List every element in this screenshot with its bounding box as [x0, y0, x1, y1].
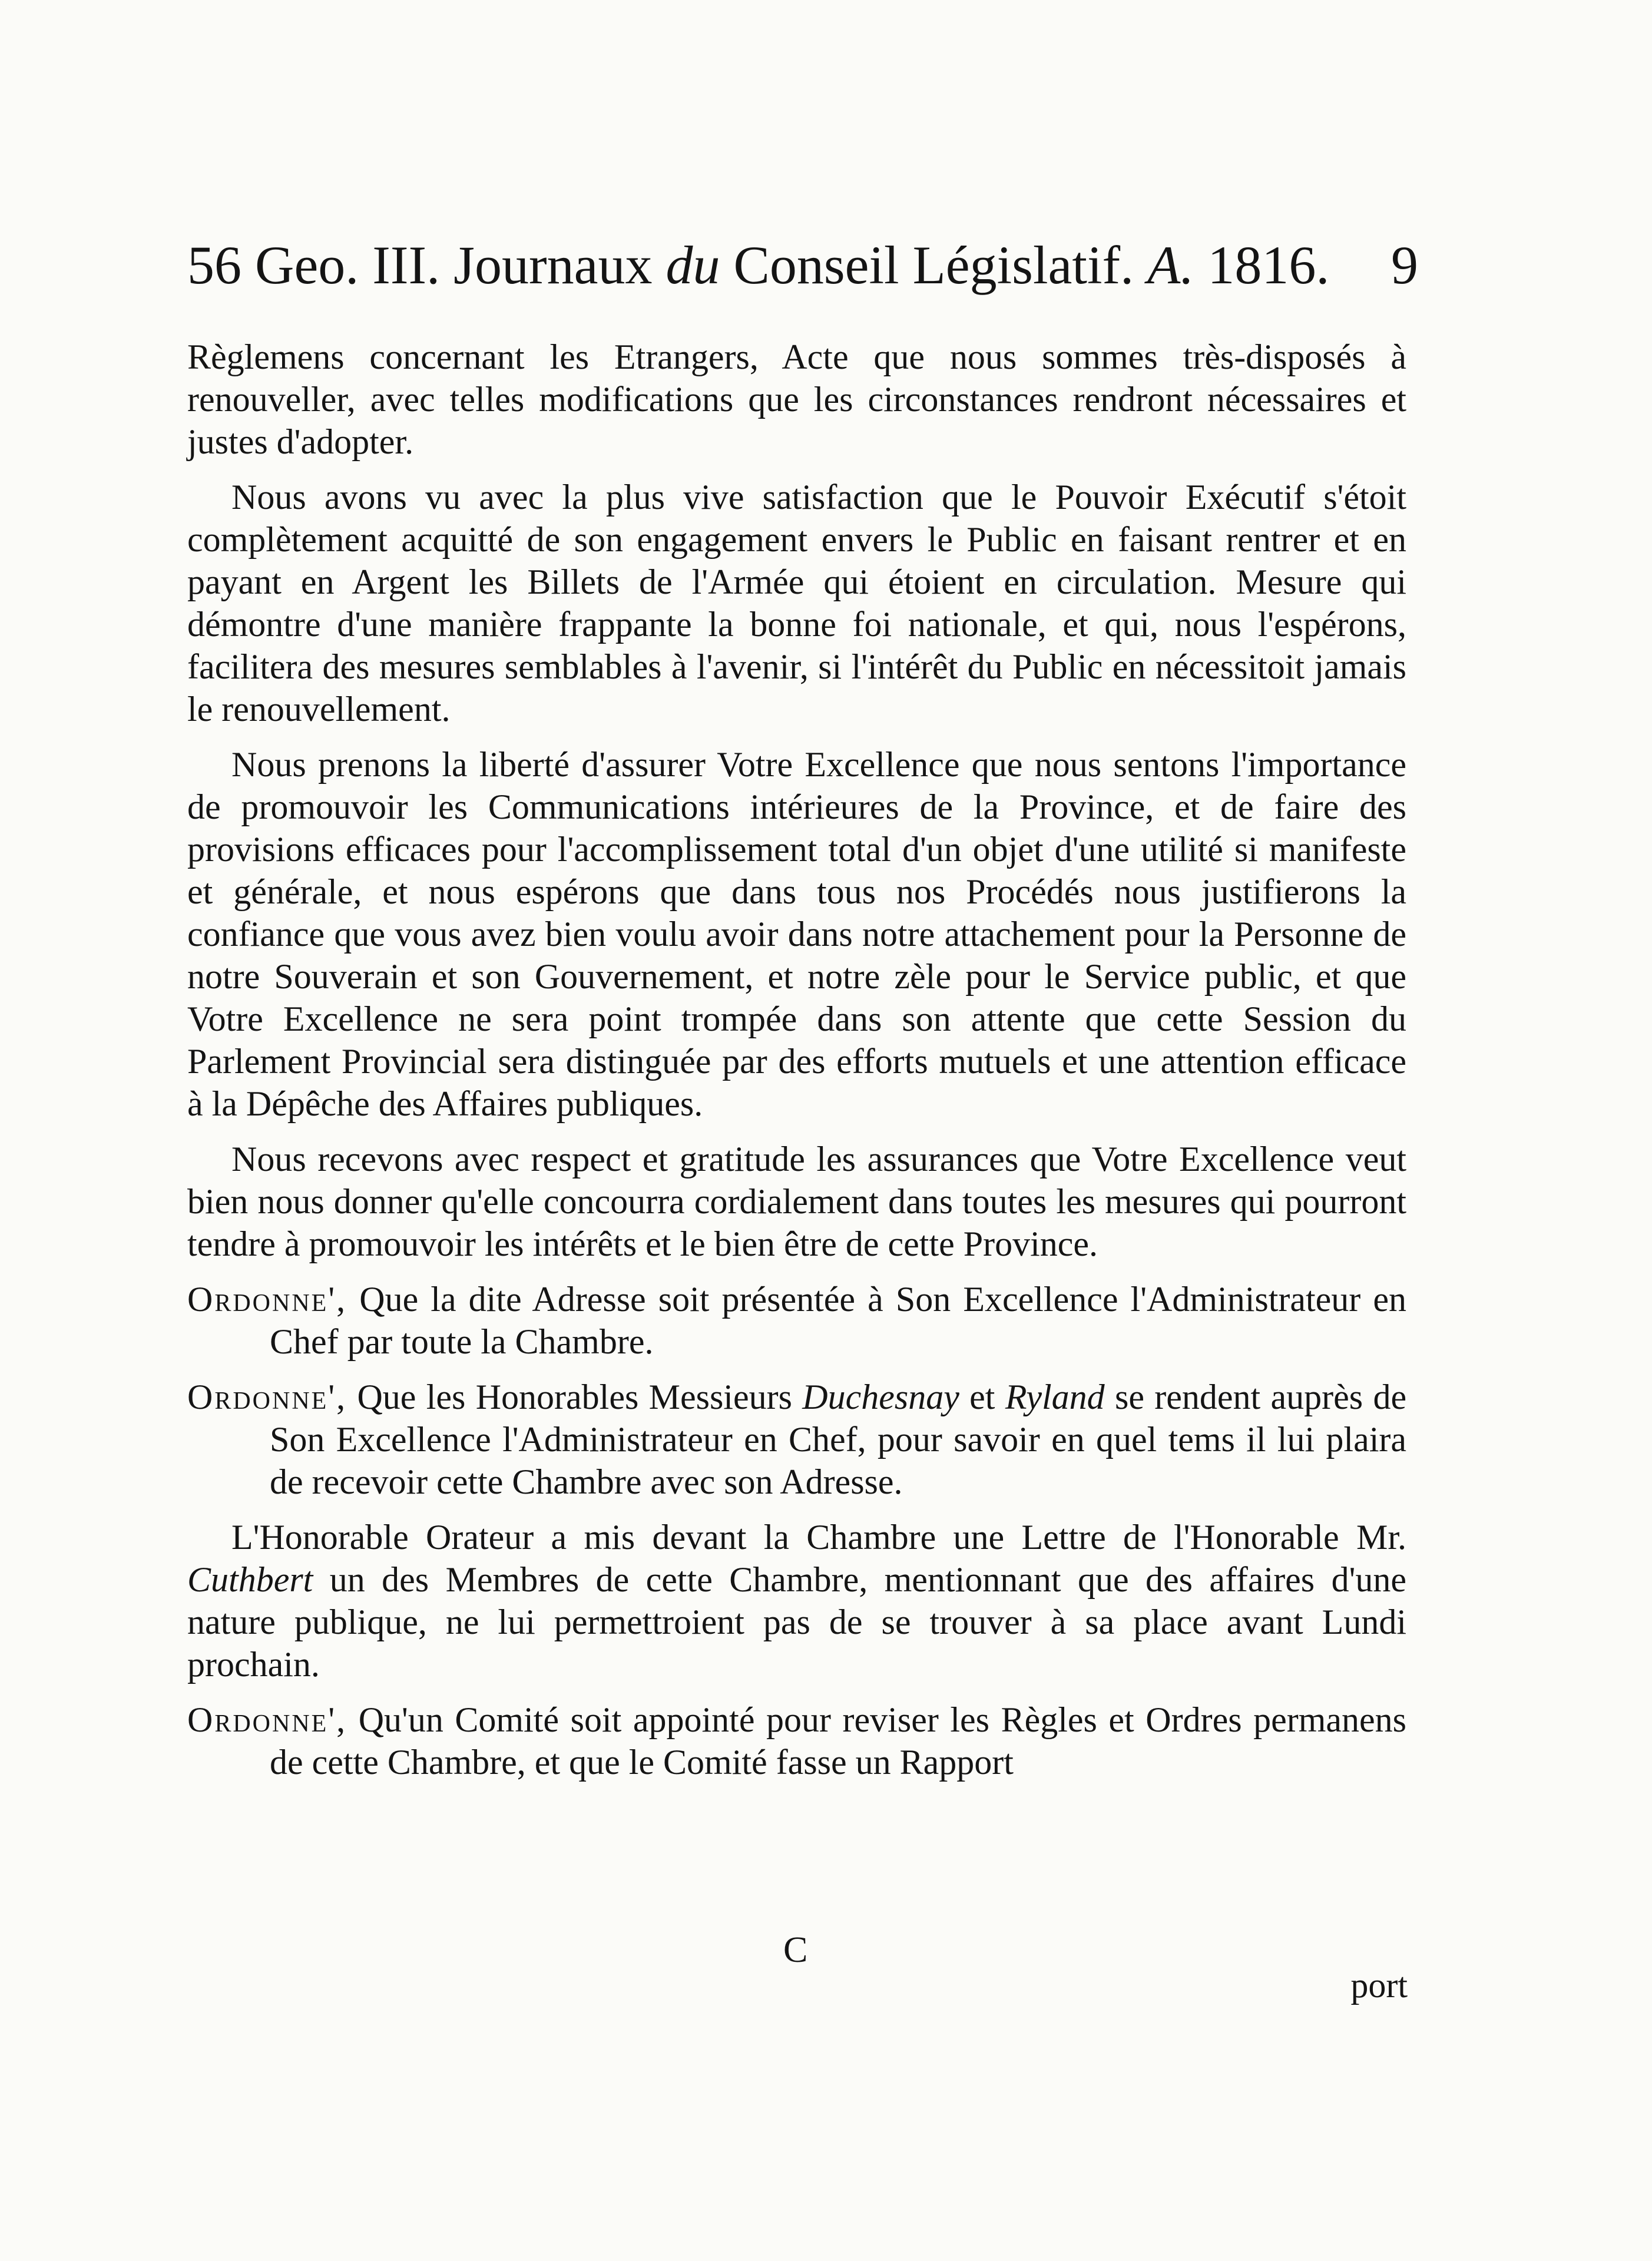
order-1 [187, 1278, 1406, 1363]
header-du: du [666, 235, 720, 295]
order-3-text: Qu'un Comité soit appointé pour reviser les Règles et Ordres permanens de cette Chambre, et que le Comité fasse un Rapport [270, 1700, 1407, 1782]
header-year: 1816. [1207, 235, 1330, 295]
order-3 [187, 1699, 1406, 1783]
order-2-text-a: Que les Honorables Messieurs [357, 1378, 792, 1416]
paragraph-3: Nous prenons la liberté d'assurer Votre Excellence que nous sentons l'importance de promouvoir les Communications intérieures de la Province, et de faire des provisions efficaces pour l'accomplissement total d'un objet d'une utilité si manifeste et générale, et nous espérons que dans tous nos Procédés nous justifierons la confiance que vous avez bien voulu avoir dans notre attachement pour la Personne de notre Souverain et son Gouvernement, et notre zèle pour le Service public, et que Votre Excellence ne sera point trompée dans son attente que cette Session du Parlement Provincial sera distinguée par des efforts mutuels et une attention efficace à la Dépêche des Affaires publiques. [187, 745, 1406, 1123]
order-2-and: et [969, 1378, 995, 1416]
order-label: Ordonne', [187, 1378, 347, 1416]
name-duchesnay: Duchesnay [802, 1378, 959, 1416]
paragraph-2: Nous avons vu avec la plus vive satisfaction que le Pouvoir Exécutif s'étoit complètement acquitté de son engagement envers le Public en faisant rentrer et en payant en Argent les Billets de l'Armée qui étoient en circulation. Mesure qui démontre d'une manière frappante la bonne foi nationale, et qui, nous l'espérons, facilitera des mesures semblables à l'avenir, si l'intérêt du Public en nécessitoit jamais le renouvellement. [187, 478, 1406, 729]
name-ryland: Ryland [1005, 1378, 1105, 1416]
header-left [187, 233, 1329, 297]
catchword: port [1350, 1966, 1408, 2005]
name-cuthbert: Cuthbert [187, 1560, 313, 1599]
page-body [187, 336, 1406, 1796]
paragraph-5 [187, 1516, 1406, 1686]
order-2-text-b: se rendent auprès de Son Excellence l'Administrateur en Chef, pour savoir en quel tems il lui plaira de recevoir cette Chambre avec son Adresse. [270, 1378, 1407, 1501]
paragraph-5-text-b: un des Membres de cette Chambre, mentionnant que des affaires d'une nature publique, ne lui permettroient pas de se trouver à sa place avant Lundi prochain. [187, 1560, 1407, 1684]
header-a: A. [1147, 235, 1194, 295]
order-2 [187, 1376, 1406, 1503]
signature-mark: C [783, 1930, 808, 1970]
paragraph-1: Règlemens concernant les Etrangers, Acte que nous sommes très-disposés à renouveller, avec telles modifications que les circonstances rendront nécessaires et justes d'adopter. [187, 337, 1406, 461]
paragraph-4: Nous recevons avec respect et gratitude les assurances que Votre Excellence veut bien nous donner qu'elle concourra cordialement dans toutes les mesures qui pourront tendre à promouvoir les intérêts et le bien être de cette Province. [187, 1140, 1406, 1263]
order-1-text: Que la dite Adresse soit présentée à Son Excellence l'Administrateur en Chef par toute la Chambre. [270, 1280, 1407, 1361]
header-council: Conseil Législatif. [733, 235, 1134, 295]
header-session: 56 Geo. III. Journaux [187, 235, 653, 295]
page-number: 9 [1391, 235, 1418, 295]
order-label: Ordonne', [187, 1700, 347, 1739]
running-header [187, 233, 1418, 297]
paragraph-5-text-a: L'Honorable Orateur a mis devant la Chambre une Lettre de l'Honorable Mr. [231, 1518, 1406, 1557]
order-label: Ordonne', [187, 1280, 347, 1319]
